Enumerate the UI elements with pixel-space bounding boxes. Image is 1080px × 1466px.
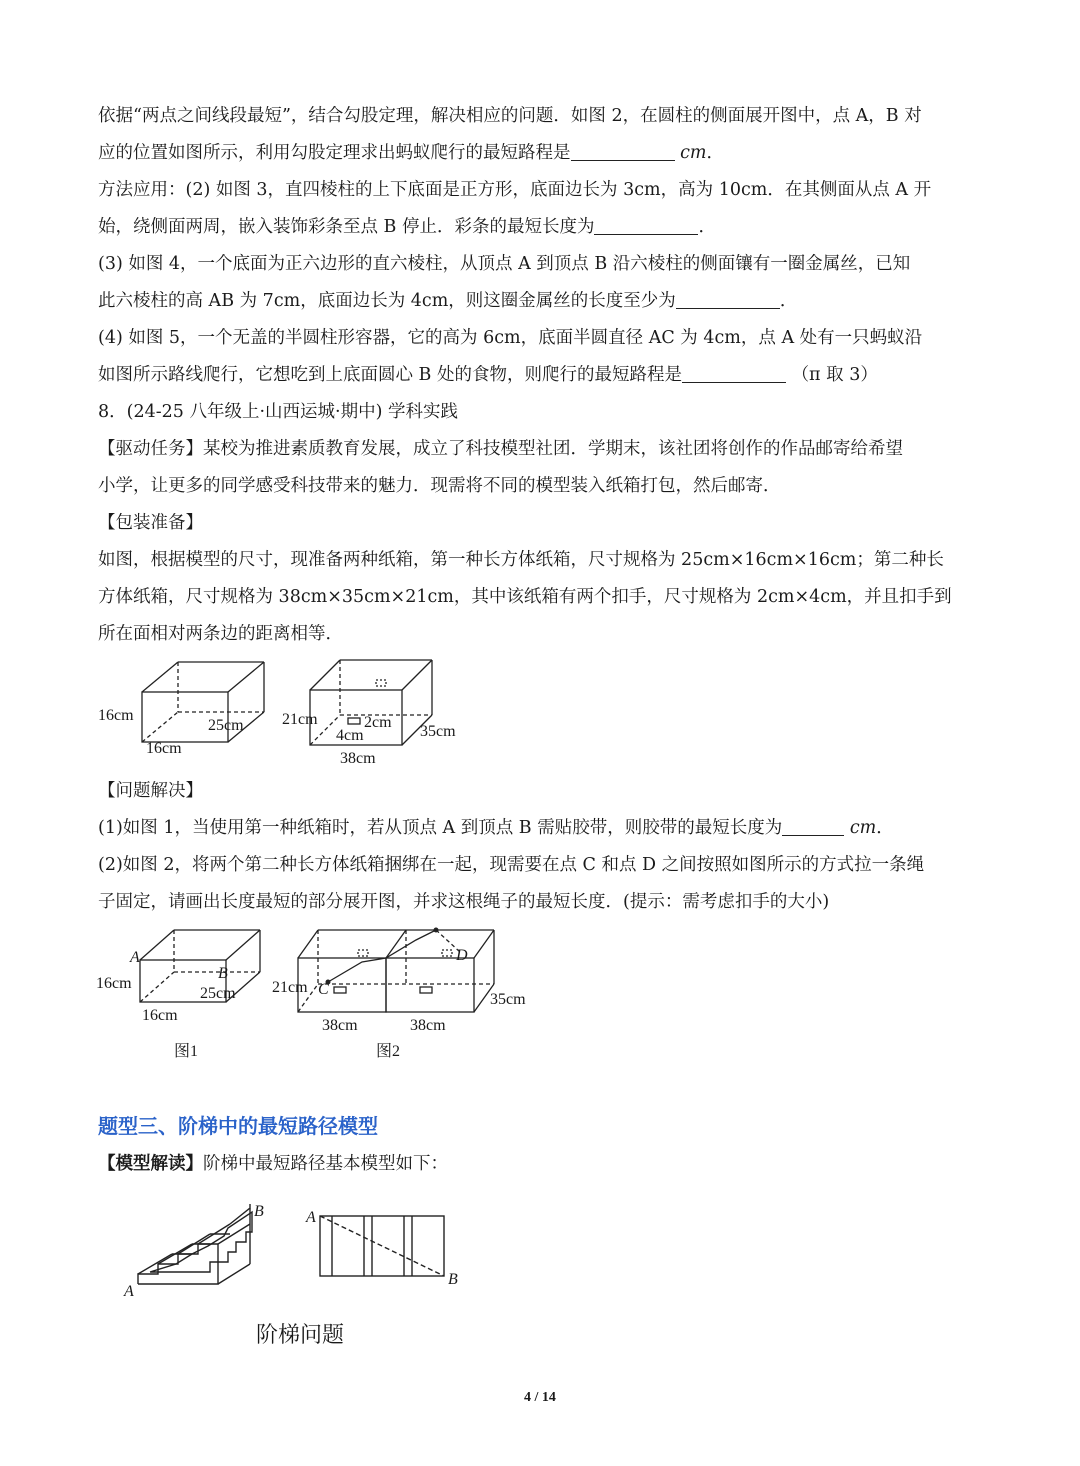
stair-label-B: B <box>254 1203 264 1220</box>
answer-blank <box>682 364 786 383</box>
period: ． <box>779 291 798 311</box>
answer-blank <box>594 216 698 235</box>
rope-top-point <box>434 928 439 933</box>
flat-label-A: A <box>306 1209 316 1226</box>
p7-line-1: 依据“两点之间线段最短”，结合勾股定理，解决相应的问题．如图 2，在圆柱的侧面展开图中，点 A，B 对 <box>98 106 922 126</box>
p8-solve-title: 【问题解决】 <box>98 781 203 801</box>
fig2-depth-label: 35cm <box>490 991 526 1008</box>
p7-line-8-text: 如图所示路线爬行，它想吃到上底面圆心 B 处的食物，则爬行的最短路程是 <box>98 365 682 385</box>
page-number: 4 / 14 <box>524 1390 556 1405</box>
p7-line-4-text: 始，绕侧面两周，嵌入装饰彩条至点 B 停止．彩条的最短长度为 <box>98 217 595 237</box>
answer-blank <box>676 290 780 309</box>
fig1-caption: 图1 <box>174 1043 199 1060</box>
fig2-caption: 图2 <box>376 1043 401 1060</box>
answer-blank <box>571 142 675 161</box>
fig2-label-C: C <box>318 981 329 998</box>
p7-line-4 <box>98 215 988 239</box>
box-figures-prep <box>90 652 490 772</box>
box1-height-label: 16cm <box>98 707 134 724</box>
box1-depth-label: 25cm <box>208 717 244 734</box>
box2-height-label: 21cm <box>282 711 318 728</box>
section-3-title: 题型三、阶梯中的最短路径模型 <box>98 1114 378 1138</box>
p8-prep-title: 【包装准备】 <box>98 513 203 533</box>
fig1-label-A: A <box>130 949 140 966</box>
stair-caption: 阶梯问题 <box>256 1322 345 1347</box>
fig2-width-2-label: 38cm <box>410 1017 446 1034</box>
answer-blank <box>782 817 844 836</box>
p8-q2-line-1: (2)如图 2，将两个第二种长方体纸箱捆绑在一起，现需要在点 C 和点 D 之间按照如图所示的方式拉一条绳 <box>98 855 925 875</box>
fig1-label-B: B <box>218 965 228 982</box>
unfolded-rectangle <box>320 1216 444 1276</box>
model-reading-label: 【模型解读】 <box>98 1154 203 1174</box>
p7-line-8 <box>98 363 988 387</box>
unit-cm: cm <box>849 818 877 838</box>
box2-handle-width-label: 4cm <box>336 727 364 744</box>
p7-line-2 <box>98 141 988 165</box>
p7-line-2-text: 应的位置如图所示，利用勾股定理求出蚂蚁爬行的最短路程是 <box>98 143 571 163</box>
pi-note: （π 取 3） <box>791 365 878 385</box>
p7-line-6 <box>98 289 988 313</box>
period: ． <box>876 818 894 838</box>
p8-prep-line-1: 如图，根据模型的尺寸，现准备两种纸箱，第一种长方体纸箱，尺寸规格为 25cm×16cm×16cm；第二种长 <box>98 550 944 570</box>
rope-path <box>328 930 436 982</box>
box2-width-label: 38cm <box>340 750 376 767</box>
p7-line-3: 方法应用：(2) 如图 3，直四棱柱的上下底面是正方形，底面边长为 3cm，高为 10cm．在其侧面从点 A 开 <box>98 180 932 200</box>
q1-text: (1)如图 1，当使用第一种纸箱时，若从顶点 A 到顶点 B 需贴胶带，则胶带的最短长度为 <box>98 818 783 838</box>
fig1-height-label: 16cm <box>96 975 132 992</box>
stair-model-figure <box>110 1192 490 1362</box>
box2-front-handle <box>348 718 360 724</box>
p8-task-line-2: 小学，让更多的同学感受科技带来的魅力．现需将不同的模型装入纸箱打包，然后邮寄． <box>98 476 781 496</box>
fig1-depth-label: 25cm <box>200 985 236 1002</box>
box2-handle-height-label: 2cm <box>364 714 392 731</box>
period: ． <box>698 217 716 237</box>
period: ． <box>706 143 724 163</box>
p8-q1 <box>98 816 988 840</box>
p8-header: 8．(24-25 八年级上·山西运城·期中) 学科实践 <box>98 402 458 422</box>
fig2-label-D: D <box>456 947 468 964</box>
p7-line-5: (3) 如图 4，一个底面为正六边形的直六棱柱，从顶点 A 到顶点 B 沿六棱柱的侧面镶有一圈金属丝，已知 <box>98 254 911 274</box>
unit-cm: cm <box>680 143 707 163</box>
p7-line-7: (4) 如图 5，一个无盖的半圆柱形容器，它的高为 6cm，底面半圆直径 AC 为 4cm，点 A 处有一只蚂蚁沿 <box>98 328 923 348</box>
stair-label-A: A <box>124 1283 134 1300</box>
shortest-path-diagonal <box>320 1216 444 1276</box>
figures-1-2 <box>90 918 550 1068</box>
staircase-drawing <box>138 1204 252 1284</box>
fig2-width-1-label: 38cm <box>322 1017 358 1034</box>
model-reading-text: 阶梯中最短路径基本模型如下： <box>203 1154 448 1174</box>
p7-line-6-text: 此六棱柱的高 AB 为 7cm，底面边长为 4cm，则这圈金属丝的长度至少为 <box>98 291 676 311</box>
model-reading <box>98 1152 988 1176</box>
box1-width-label: 16cm <box>146 740 182 757</box>
fig1-width-label: 16cm <box>142 1007 178 1024</box>
box2-back-handle <box>376 680 386 686</box>
p8-prep-line-2: 方体纸箱，尺寸规格为 38cm×35cm×21cm，其中该纸箱有两个扣手，尺寸规格为 2cm×4cm，并且扣手到 <box>98 587 952 607</box>
flat-label-B: B <box>448 1271 458 1288</box>
p8-prep-line-3: 所在面相对两条边的距离相等． <box>98 624 343 644</box>
p8-task-line-1: 【驱动任务】某校为推进素质教育发展，成立了科技模型社团．学期末，该社团将创作的作品邮寄给希望 <box>98 439 903 459</box>
p8-q2-line-2: 子固定，请画出长度最短的部分展开图，并求这根绳子的最短长度．(提示：需考虑扣手的大小) <box>98 892 830 912</box>
box2-depth-label: 35cm <box>420 723 456 740</box>
fig2-height-label: 21cm <box>272 979 308 996</box>
